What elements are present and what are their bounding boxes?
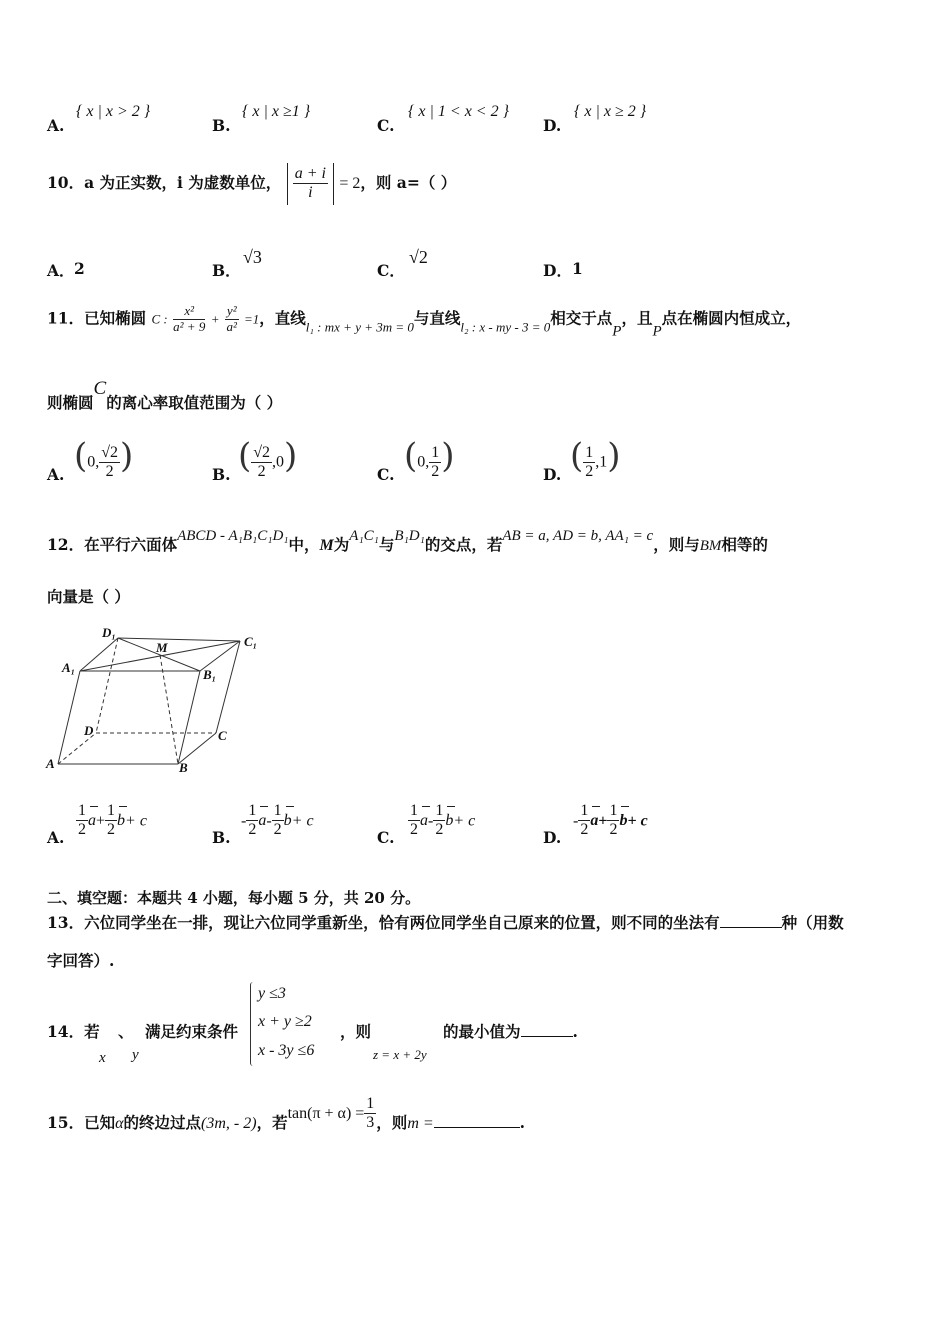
- q12-half-num: 1: [408, 802, 420, 821]
- q11-line2-pre: 则椭圆: [47, 393, 94, 412]
- q10-option-a-letter: A．: [47, 261, 75, 280]
- q12-half-den: 2: [248, 821, 257, 839]
- q12-half-num: 1: [433, 802, 445, 821]
- q14-x: x: [99, 1050, 106, 1066]
- q12-half-den: 2: [609, 821, 618, 839]
- q11-number: 11．: [47, 308, 85, 328]
- q15-frac-num: 1: [364, 1095, 376, 1114]
- q11-option-d-expr: ( $\frac{1}{2}$ ,1): [570, 436, 621, 480]
- q12-option-b-letter: B.: [212, 828, 231, 847]
- figure-label-b: B: [179, 760, 188, 775]
- q12-t3: 为: [333, 535, 350, 554]
- q11-ellipse-prefix: C :: [151, 311, 168, 327]
- q12-half-den: 2: [435, 821, 444, 839]
- q11-f2-den: a²: [226, 318, 237, 334]
- q10-text-pre: a 为正实数，i 为虚数单位，: [84, 172, 282, 192]
- q15-t3: ，若: [256, 1112, 288, 1132]
- parallelepiped-figure: [40, 625, 270, 780]
- q13-text: 六位同学坐在一排，现让六位同学重新坐，恰有两位同学坐自己原来的位置，则不同的坐法有: [84, 913, 720, 932]
- q11-line-2: [47, 378, 282, 413]
- q11-line2: l₂ : x - my - 3 = 0: [460, 319, 551, 335]
- question-13: [47, 911, 844, 933]
- q9-option-d-expr: { x | x ≥ 2 }: [574, 103, 647, 120]
- q14-y: y: [132, 1047, 139, 1063]
- q14-t2: 满足约束条件: [145, 1022, 239, 1041]
- q11-option-c-den: 2: [431, 463, 440, 480]
- question-12: [47, 525, 768, 555]
- q12-bm: BM: [699, 538, 722, 554]
- q12-half-num: 1: [607, 802, 619, 821]
- q12-m: M: [319, 537, 334, 554]
- q12-option-d-expr: - $\frac{1}{2}$ a+ $\frac{1}{2}$ b+ c: [573, 802, 648, 839]
- q10-option-d-letter: D．: [543, 261, 572, 280]
- q11-option-d-right: ,1: [595, 453, 608, 471]
- q12-ac: A₁C₁: [349, 528, 379, 544]
- q15-frac-den: 3: [366, 1114, 375, 1132]
- figure-label-d1: D₁: [102, 625, 116, 640]
- q11-option-a-den: 2: [105, 463, 114, 480]
- q9-option-b-expr: { x | x ≥1 }: [242, 103, 311, 120]
- q10-option-b-value: √3: [243, 247, 262, 267]
- figure-label-m: M: [156, 640, 168, 655]
- q11-eq1: =1: [244, 311, 260, 327]
- q11-option-d-num: 1: [583, 444, 595, 463]
- q10-eq: = 2: [339, 174, 361, 192]
- q12-option-a-s3: + c: [125, 812, 147, 830]
- q15-m: m =: [407, 1114, 434, 1132]
- q11-option-b-den: 2: [257, 463, 266, 480]
- q11-p: P: [612, 323, 622, 340]
- q11-option-b-num: √2: [251, 444, 272, 463]
- q12-t6: ，则与: [653, 535, 700, 554]
- q14-t1: 若: [84, 1022, 100, 1041]
- q12-half-den: 2: [580, 821, 589, 839]
- q14-t3: ，则: [340, 1022, 372, 1041]
- q11-f1-den: a² + 9: [173, 318, 206, 334]
- figure-label-a1: A₁: [62, 660, 76, 675]
- q9-option-a-letter: A.: [47, 116, 65, 135]
- q14-c1: y ≤3: [258, 985, 286, 1002]
- q9-option-c-expr: { x | 1 < x < 2 }: [408, 103, 509, 120]
- q11-t5: ，且: [621, 308, 653, 328]
- q12-half-num: 1: [578, 802, 590, 821]
- q12-t4: 与: [378, 535, 395, 554]
- q12-bd: B₁D₁: [394, 528, 425, 544]
- q12-option-b-s3: + c: [291, 812, 314, 830]
- q12-option-d-s3: + c: [627, 812, 648, 830]
- q12-half-num: 1: [272, 802, 284, 821]
- q12-half-num: 1: [246, 802, 258, 821]
- q13-answer-blank[interactable]: [720, 927, 782, 928]
- q12-option-a-s2: +: [96, 812, 106, 830]
- q11-option-d-letter: D.: [543, 465, 562, 484]
- q12-line-2: 向量是（ ）: [47, 587, 130, 606]
- q11-plus: +: [210, 311, 220, 327]
- q12-t5: 的交点，若: [424, 535, 503, 554]
- q10-frac-num: a + i: [293, 165, 328, 184]
- q12-half-num: 1: [105, 802, 117, 821]
- q12-option-c-s2: -: [428, 812, 434, 830]
- q12-option-d-s2: +: [598, 812, 608, 830]
- q12-option-d-letter: D.: [543, 828, 562, 847]
- q15-end: .: [519, 1112, 526, 1132]
- q10-option-b-letter: B．: [212, 261, 241, 280]
- q10-option-c-value: √2: [409, 247, 428, 267]
- q11-option-a-left: 0,: [87, 453, 100, 471]
- q12-cond: AB = a, AD = b, AA₁ = c: [502, 528, 654, 544]
- q10-number: 10．: [47, 172, 85, 192]
- q11-t4: 相交于点: [550, 308, 613, 328]
- q13-number: 13．: [47, 913, 85, 932]
- q10-option-d-value: 1: [572, 259, 583, 278]
- q12-t2: 中，: [288, 535, 320, 554]
- q15-t4: ，则: [376, 1112, 408, 1132]
- q14-end: .: [572, 1022, 578, 1041]
- question-11: [47, 304, 801, 340]
- q12-half-num: 1: [76, 802, 88, 821]
- q13-post: 种（用数: [781, 913, 844, 932]
- q14-answer-blank[interactable]: [521, 1036, 573, 1037]
- q11-p2: P: [652, 323, 662, 340]
- figure-label-a: A: [46, 756, 55, 771]
- q11-line1: l₁ : mx + y + 3m = 0: [305, 319, 414, 335]
- q12-option-c-letter: C.: [377, 828, 395, 847]
- q11-option-c-expr: (0, $\frac{1}{2}$ ): [404, 436, 455, 480]
- q15-answer-blank[interactable]: [434, 1127, 520, 1128]
- figure-label-c: C: [218, 728, 227, 743]
- q15-t2: 的终边过点: [123, 1112, 202, 1132]
- q11-option-c-num: 1: [429, 444, 441, 463]
- q14-brace: [250, 982, 253, 1066]
- q14-number: 14．: [47, 1022, 85, 1041]
- section-2-title: 二、填空题：本题共 4 小题，每小题 5 分，共 20 分。: [47, 889, 421, 907]
- q10-frac-den: i: [308, 184, 313, 202]
- figure-label-b1: B₁: [203, 667, 217, 682]
- q11-option-a-expr: (0, $\frac{√2}{2}$ ): [74, 436, 134, 480]
- q12-t7: 相等的: [721, 535, 768, 554]
- q12-option-a-expr: $\frac{1}{2}$ a+ $\frac{1}{2}$ b+ c: [78, 802, 147, 839]
- q11-option-a-num: √2: [99, 444, 120, 463]
- q14-t4: 的最小值为: [443, 1022, 521, 1041]
- q11-option-c-left: 0,: [417, 453, 430, 471]
- q11-c: C: [93, 378, 107, 399]
- q11-option-b-expr: ( $\frac{√2}{2}$ ,0): [238, 436, 298, 480]
- q11-line2-post: 的离心率取值范围为（ ）: [106, 393, 283, 412]
- q12-solid: ABCD - A₁B₁C₁D₁: [177, 528, 289, 544]
- q12-half-den: 2: [273, 821, 282, 839]
- q12-half-den: 2: [107, 821, 116, 839]
- q9-option-a-expr: { x | x > 2 }: [76, 103, 151, 120]
- q12-option-d-s1: -: [573, 812, 579, 830]
- question-10: [47, 163, 456, 205]
- q11-f2-num: y²: [226, 303, 237, 318]
- q12-option-c-expr: $\frac{1}{2}$ a- $\frac{1}{2}$ b+ c: [410, 802, 476, 839]
- q9-option-c-letter: C.: [377, 116, 395, 135]
- q12-option-b-s1: -: [241, 812, 247, 830]
- q11-t3: 与直线: [413, 308, 461, 328]
- q14-t4-wrap: [443, 1020, 578, 1042]
- q12-option-b-s2: -: [266, 812, 272, 830]
- q12-half-den: 2: [78, 821, 86, 839]
- q12-option-c-s3: + c: [453, 812, 476, 830]
- q14-c2: x + y ≥2: [258, 1013, 312, 1030]
- q11-option-c-letter: C.: [377, 465, 395, 484]
- q14-sep: 、: [118, 1022, 134, 1041]
- question-15: [47, 1095, 525, 1133]
- figure-label-c1: C₁: [244, 634, 258, 649]
- q13-line-2: 字回答）.: [47, 951, 115, 970]
- q9-option-b-letter: B.: [212, 116, 231, 135]
- q11-option-b-letter: B.: [212, 465, 231, 484]
- question-14: [47, 1020, 100, 1042]
- figure-label-d: D: [84, 723, 94, 738]
- q14-c3: x - 3y ≤6: [258, 1042, 315, 1059]
- q11-option-d-den: 2: [585, 463, 594, 480]
- q14-z: z = x + 2y: [373, 1047, 427, 1062]
- q12-half-den: 2: [410, 821, 418, 839]
- q11-f1-num: x²: [173, 304, 205, 320]
- q12-t1: 在平行六面体: [84, 535, 178, 554]
- q12-number: 12．: [47, 535, 85, 554]
- q9-option-d-letter: D.: [543, 116, 562, 135]
- q11-t2: ，直线: [259, 308, 306, 328]
- q15-point: (3m, - 2): [201, 1114, 257, 1132]
- q11-option-a-letter: A.: [47, 465, 65, 484]
- q12-option-a-letter: A.: [47, 828, 65, 847]
- q11-option-b-right: ,0: [272, 453, 285, 471]
- q10-text-post: ，则 a=（ ）: [360, 172, 457, 192]
- q10-option-a-value: 2: [74, 259, 85, 278]
- q15-number: 15．: [47, 1112, 85, 1132]
- q12-option-b-expr: - $\frac{1}{2}$ a- $\frac{1}{2}$ b+ c: [241, 802, 314, 839]
- q10-option-c-letter: C．: [377, 261, 405, 280]
- q15-tan: tan(π + α) =: [287, 1104, 365, 1122]
- q15-t1: 已知: [84, 1112, 116, 1132]
- q11-t6: 点在椭圆内恒成立，: [661, 308, 802, 328]
- q15-alpha: α: [115, 1114, 124, 1132]
- q11-t1: 已知椭圆: [84, 308, 147, 328]
